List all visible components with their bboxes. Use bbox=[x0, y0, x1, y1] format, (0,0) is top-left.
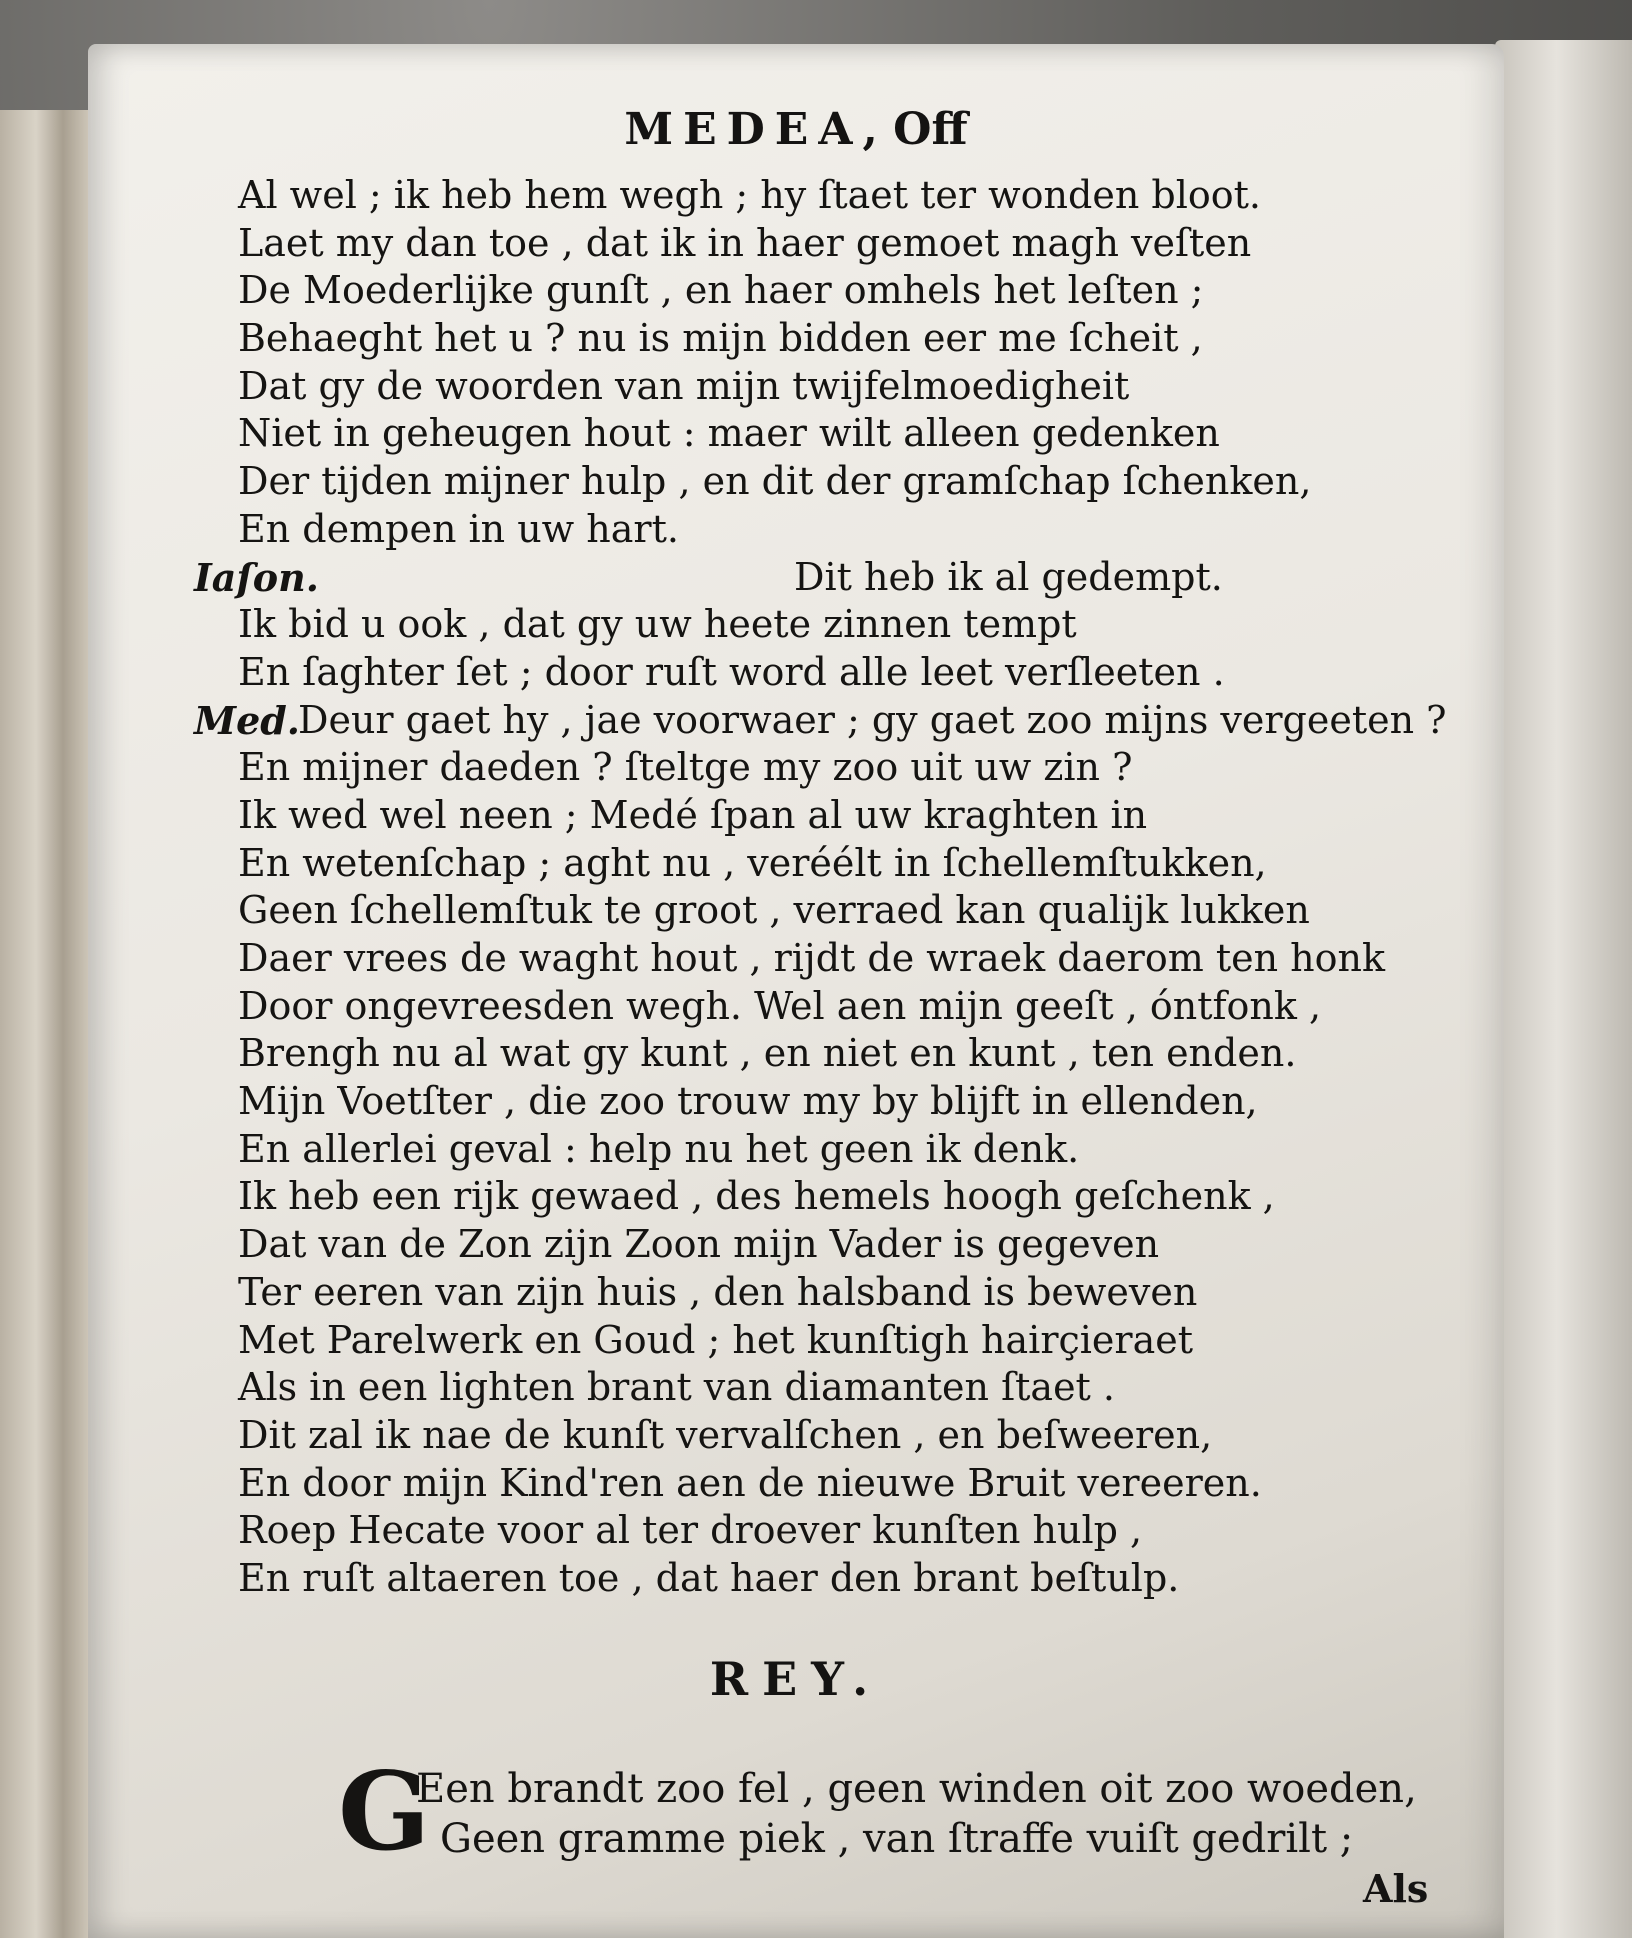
verse-line bbox=[238, 887, 1468, 935]
verse-text: Ter eeren van zijn huis , den halsband is beweven bbox=[238, 1269, 1198, 1314]
verse-text: Met Parelwerk en Goud ; het kunſtigh hairçieraet bbox=[238, 1317, 1193, 1362]
verse-text: Deur gaet hy , jae voorwaer ; gy gaet zoo mijns vergeeten ? bbox=[298, 697, 1447, 742]
running-head-title: MEDEA bbox=[624, 104, 863, 155]
verse-text: En mijner daeden ? ſteltge my zoo uit uw zin ? bbox=[238, 745, 1133, 790]
verse-text: Mijn Voetſter , die zoo trouw my by blijft in ellenden, bbox=[238, 1079, 1258, 1124]
verse-text: Dat van de Zon zijn Zoon mijn Vader is gegeven bbox=[238, 1222, 1160, 1267]
verse-line bbox=[194, 554, 1468, 602]
verse-line bbox=[238, 935, 1468, 983]
verse-text: En ruſt altaeren toe , dat haer den brant beſtulp. bbox=[238, 1555, 1180, 1600]
verse-text: Geen ſchellemſtuk te groot , verraed kan qualijk lukken bbox=[238, 888, 1310, 933]
verse-line bbox=[238, 840, 1468, 888]
running-head-suffix: , Off bbox=[862, 104, 968, 155]
verse-line bbox=[238, 1030, 1468, 1078]
verse-text: Laet my dan toe , dat ik in haer gemoet magh veſten bbox=[238, 220, 1252, 265]
speaker-label: Med. bbox=[194, 697, 301, 743]
verse-line bbox=[238, 1078, 1468, 1126]
verse-text: Ik wed wel neen ; Medé ſpan al uw kraghten in bbox=[238, 792, 1148, 837]
verse-line bbox=[238, 458, 1468, 506]
verse-text: Niet in geheugen hout : maer wilt alleen gedenken bbox=[238, 411, 1220, 456]
verse-text: Al wel ; ik heb hem wegh ; hy ſtaet ter wonden bloot. bbox=[238, 173, 1261, 217]
section-title: REY. bbox=[709, 1652, 883, 1706]
verse-line bbox=[238, 792, 1468, 840]
verse-line bbox=[238, 1364, 1468, 1412]
verse-text: Behaeght het u ? nu is mijn bidden eer me ſcheit , bbox=[238, 316, 1203, 361]
facing-page-edge bbox=[1495, 40, 1632, 1938]
verse-line bbox=[238, 506, 1468, 554]
chorus-line-1: Een brandt zoo fel , geen winden oit zoo woeden, bbox=[416, 1766, 1417, 1812]
verse-line bbox=[238, 649, 1468, 697]
book-page bbox=[88, 44, 1504, 1938]
verse-text: En ſaghter ſet ; door ruſt word alle leet verſleeten . bbox=[238, 649, 1225, 694]
verse-line bbox=[238, 172, 1468, 220]
verse-line bbox=[238, 744, 1468, 792]
verse-line bbox=[238, 1555, 1468, 1603]
verse-line bbox=[238, 267, 1468, 315]
verse-text: En allerlei geval : help nu het geen ik denk. bbox=[238, 1126, 1080, 1171]
verse-line bbox=[238, 1269, 1468, 1317]
verse-text: Dit zal ik nae de kunſt vervalſchen , en beſweeren, bbox=[238, 1412, 1213, 1457]
verse-line bbox=[238, 363, 1468, 411]
verse-line bbox=[238, 1412, 1468, 1460]
verse-text: Ik heb een rijk gewaed , des hemels hoogh geſchenk , bbox=[238, 1174, 1275, 1219]
verse-text: Ik bid u ook , dat gy uw heete zinnen tempt bbox=[238, 602, 1077, 647]
verse-line bbox=[238, 601, 1468, 649]
verse-text: Door ongevreesden wegh. Wel aen mijn geeſt , óntfonk , bbox=[238, 983, 1322, 1028]
drop-cap: G bbox=[338, 1749, 431, 1875]
verse-text: En wetenſchap ; aght nu , veréélt in ſchellemſtukken, bbox=[238, 840, 1267, 885]
verse-text: De Moederlijke gunſt , en haer omhels het leſten ; bbox=[238, 268, 1204, 313]
verse-line bbox=[238, 220, 1468, 268]
verse-line bbox=[238, 315, 1468, 363]
verse-line bbox=[238, 1507, 1468, 1555]
catchword: Als bbox=[1363, 1866, 1429, 1911]
verse-text: Roep Hecate voor al ter droever kunſten hulp , bbox=[238, 1508, 1143, 1553]
verse-text: En door mijn Kind'ren aen de nieuwe Bruit vereeren. bbox=[238, 1460, 1262, 1505]
running-head bbox=[88, 104, 1504, 155]
chorus-line-2: Geen gramme piek , van ſtraffe vuiſt gedrilt ; bbox=[440, 1816, 1354, 1862]
verse-text: Daer vrees de waght hout , rijdt de wraek daerom ten honk bbox=[238, 936, 1385, 980]
page-edges-left bbox=[0, 110, 90, 1938]
verse-line bbox=[238, 983, 1468, 1031]
verse-text: En dempen in uw hart. bbox=[238, 506, 679, 551]
verse-line bbox=[238, 1317, 1468, 1365]
verse-line bbox=[238, 1460, 1468, 1508]
verse-line bbox=[238, 410, 1468, 458]
verse-line bbox=[238, 1221, 1468, 1269]
verse-text: Als in een lighten brant van diamanten ſtaet . bbox=[238, 1365, 1115, 1410]
verse-line bbox=[238, 1173, 1468, 1221]
verse-text: Der tijden mijner hulp , en dit der gramſchap ſchenken, bbox=[238, 459, 1312, 504]
verse-line bbox=[194, 697, 1468, 745]
speaker-label: Iaſon. bbox=[194, 554, 319, 600]
verse-text: Brengh nu al wat gy kunt , en niet en kunt , ten enden. bbox=[238, 1031, 1297, 1076]
verse-text: Dit heb ik al gedempt. bbox=[794, 554, 1223, 599]
verse-text: Dat gy de woorden van mijn twijfelmoedigheit bbox=[238, 363, 1130, 408]
verse-block bbox=[194, 172, 1468, 1603]
verse-line bbox=[238, 1126, 1468, 1174]
